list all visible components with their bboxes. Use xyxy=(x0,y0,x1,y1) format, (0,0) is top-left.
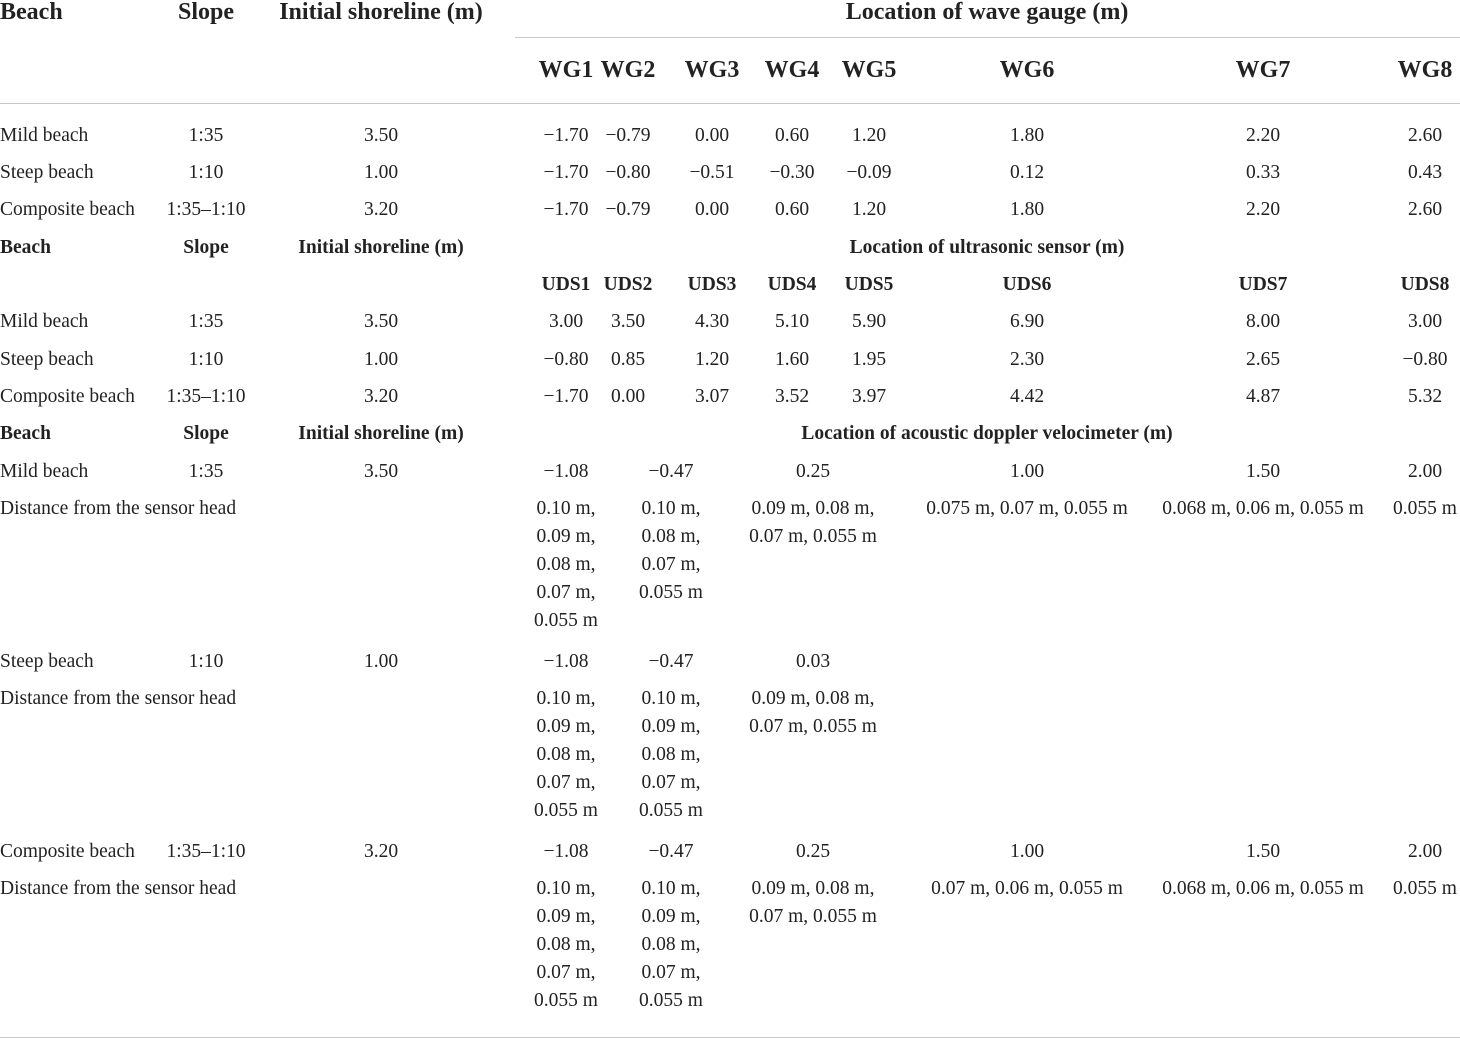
row-shoreline: 3.20 xyxy=(363,841,399,862)
header-slope: Slope xyxy=(177,0,235,25)
header-instrument: UDS3 xyxy=(687,274,737,295)
row-beach: Composite beach xyxy=(0,841,135,862)
table-cell: 0.33 xyxy=(1245,162,1281,183)
table-cell: −0.09 xyxy=(846,162,892,183)
table-cell: 5.32 xyxy=(1407,386,1443,407)
header-instrument: UDS8 xyxy=(1400,274,1450,295)
table-cell: 3.50 xyxy=(610,311,646,332)
adv-location-cell: −0.47 xyxy=(648,461,694,482)
row-beach: Composite beach xyxy=(0,386,135,407)
table-cell: 1.80 xyxy=(1009,199,1045,220)
header-slope: Slope xyxy=(183,237,229,258)
row-shoreline: 1.00 xyxy=(363,651,399,672)
distance-label: Distance from the sensor head xyxy=(0,498,237,519)
table-cell: 0.85 xyxy=(610,349,646,370)
header-ultrasonic-group: Location of ultrasonic sensor (m) xyxy=(849,237,1125,258)
header-instrument: WG8 xyxy=(1397,57,1453,83)
header-slope: Slope xyxy=(183,423,229,444)
header-initial-shoreline: Initial shoreline (m) xyxy=(298,423,464,444)
adv-distance-cell: 0.09 m, 0.08 m, 0.07 m, 0.055 m xyxy=(749,878,877,927)
table-cell: 3.07 xyxy=(694,386,730,407)
table-cell: 0.00 xyxy=(694,125,730,146)
table-cell: 1.20 xyxy=(694,349,730,370)
header-instrument: UDS6 xyxy=(1002,274,1052,295)
adv-distance-cell: 0.075 m, 0.07 m, 0.055 m xyxy=(926,498,1128,519)
adv-location-cell: −0.47 xyxy=(648,841,694,862)
adv-location-cell: −0.47 xyxy=(648,651,694,672)
adv-distance-cell: 0.10 m, 0.09 m, 0.08 m, 0.07 m, 0.055 m xyxy=(534,878,598,1011)
table-cell: 1.95 xyxy=(851,349,887,370)
table-cell: −1.70 xyxy=(543,386,589,407)
header-instrument: UDS2 xyxy=(603,274,653,295)
header-beach: Beach xyxy=(0,423,51,444)
row-beach: Steep beach xyxy=(0,651,94,672)
header-bottom-rule xyxy=(0,103,1460,104)
table-cell: −1.70 xyxy=(543,125,589,146)
table-cell: 2.20 xyxy=(1245,199,1281,220)
adv-distance-cell: 0.10 m, 0.09 m, 0.08 m, 0.07 m, 0.055 m xyxy=(534,498,598,631)
adv-location-cell: 1.50 xyxy=(1245,461,1281,482)
adv-distance-cell: 0.09 m, 0.08 m, 0.07 m, 0.055 m xyxy=(749,498,877,547)
adv-distance-cell: 0.07 m, 0.06 m, 0.055 m xyxy=(931,878,1123,899)
header-underline-group xyxy=(515,37,1460,38)
adv-location-cell: 2.00 xyxy=(1407,841,1443,862)
table-cell: 4.30 xyxy=(694,311,730,332)
adv-location-cell: 1.00 xyxy=(1009,841,1045,862)
table-cell: 0.60 xyxy=(774,199,810,220)
adv-distance-cell: 0.09 m, 0.08 m, 0.07 m, 0.055 m xyxy=(749,688,877,737)
table-bottom-rule xyxy=(0,1037,1460,1038)
table-cell: 8.00 xyxy=(1245,311,1281,332)
row-shoreline: 3.50 xyxy=(363,311,399,332)
table-cell: −1.70 xyxy=(543,162,589,183)
header-wave-gauge-group: Location of wave gauge (m) xyxy=(845,0,1129,25)
table-cell: −0.79 xyxy=(605,199,651,220)
row-slope: 1:35 xyxy=(188,461,224,482)
table-cell: −0.80 xyxy=(1402,349,1448,370)
table-cell: −1.70 xyxy=(543,199,589,220)
adv-distance-cell: 0.055 m xyxy=(1393,878,1457,899)
table-cell: 2.20 xyxy=(1245,125,1281,146)
adv-distance-cell: 0.10 m, 0.09 m, 0.08 m, 0.07 m, 0.055 m xyxy=(639,688,703,821)
table-cell: 3.00 xyxy=(548,311,584,332)
table-cell: 1.60 xyxy=(774,349,810,370)
table-cell: 0.00 xyxy=(610,386,646,407)
distance-label: Distance from the sensor head xyxy=(0,688,237,709)
table-cell: 3.52 xyxy=(774,386,810,407)
distance-label: Distance from the sensor head xyxy=(0,878,237,899)
adv-distance-cell: 0.10 m, 0.09 m, 0.08 m, 0.07 m, 0.055 m xyxy=(534,688,598,821)
table-cell: 0.00 xyxy=(694,199,730,220)
table-cell: −0.30 xyxy=(769,162,815,183)
row-slope: 1:35–1:10 xyxy=(166,386,246,407)
table-cell: −0.80 xyxy=(543,349,589,370)
table-cell: 3.97 xyxy=(851,386,887,407)
row-slope: 1:35–1:10 xyxy=(166,841,246,862)
header-instrument: UDS4 xyxy=(767,274,817,295)
header-instrument: UDS1 xyxy=(541,274,591,295)
adv-location-cell: 2.00 xyxy=(1407,461,1443,482)
row-beach: Mild beach xyxy=(0,125,89,146)
table-cell: 0.12 xyxy=(1009,162,1045,183)
table-cell: 0.60 xyxy=(774,125,810,146)
header-adv-group: Location of acoustic doppler velocimeter (m) xyxy=(801,423,1173,444)
row-slope: 1:35–1:10 xyxy=(166,199,246,220)
header-instrument: WG7 xyxy=(1235,57,1291,83)
header-initial-shoreline: Initial shoreline (m) xyxy=(298,237,464,258)
adv-location-cell: 0.03 xyxy=(795,651,831,672)
row-shoreline: 1.00 xyxy=(363,162,399,183)
adv-distance-cell: 0.068 m, 0.06 m, 0.055 m xyxy=(1162,878,1364,899)
header-initial-shoreline: Initial shoreline (m) xyxy=(279,0,483,25)
header-instrument: WG4 xyxy=(764,57,820,83)
adv-location-cell: −1.08 xyxy=(543,461,589,482)
adv-location-cell: −1.08 xyxy=(543,841,589,862)
table-cell: 5.90 xyxy=(851,311,887,332)
table-cell: 3.00 xyxy=(1407,311,1443,332)
row-shoreline: 3.50 xyxy=(363,125,399,146)
table-cell: 0.43 xyxy=(1407,162,1443,183)
row-shoreline: 3.20 xyxy=(363,386,399,407)
header-instrument: WG6 xyxy=(999,57,1055,83)
header-beach: Beach xyxy=(0,237,51,258)
table-cell: 6.90 xyxy=(1009,311,1045,332)
header-instrument: WG2 xyxy=(600,57,656,83)
row-beach: Mild beach xyxy=(0,461,89,482)
header-instrument: WG3 xyxy=(684,57,740,83)
row-shoreline: 1.00 xyxy=(363,349,399,370)
row-slope: 1:10 xyxy=(188,349,224,370)
header-beach: Beach xyxy=(0,0,63,25)
adv-distance-cell: 0.055 m xyxy=(1393,498,1457,519)
table-cell: −0.79 xyxy=(605,125,651,146)
row-shoreline: 3.20 xyxy=(363,199,399,220)
header-instrument: UDS5 xyxy=(844,274,894,295)
row-shoreline: 3.50 xyxy=(363,461,399,482)
table-cell: 2.30 xyxy=(1009,349,1045,370)
row-beach: Composite beach xyxy=(0,199,135,220)
header-instrument: WG5 xyxy=(841,57,897,83)
table-cell: 4.42 xyxy=(1009,386,1045,407)
row-beach: Mild beach xyxy=(0,311,89,332)
adv-location-cell: 1.50 xyxy=(1245,841,1281,862)
table-cell: 1.80 xyxy=(1009,125,1045,146)
adv-location-cell: 0.25 xyxy=(795,461,831,482)
table-cell: 2.60 xyxy=(1407,125,1443,146)
row-beach: Steep beach xyxy=(0,162,94,183)
table-cell: 2.60 xyxy=(1407,199,1443,220)
table-cell: 1.20 xyxy=(851,125,887,146)
table-cell: 4.87 xyxy=(1245,386,1281,407)
adv-location-cell: 1.00 xyxy=(1009,461,1045,482)
table-cell: 2.65 xyxy=(1245,349,1281,370)
adv-distance-cell: 0.10 m, 0.09 m, 0.08 m, 0.07 m, 0.055 m xyxy=(639,878,703,1011)
adv-location-cell: 0.25 xyxy=(795,841,831,862)
row-slope: 1:35 xyxy=(188,125,224,146)
adv-distance-cell: 0.068 m, 0.06 m, 0.055 m xyxy=(1162,498,1364,519)
adv-distance-cell: 0.10 m, 0.08 m, 0.07 m, 0.055 m xyxy=(639,498,703,603)
row-slope: 1:35 xyxy=(188,311,224,332)
row-slope: 1:10 xyxy=(188,162,224,183)
row-beach: Steep beach xyxy=(0,349,94,370)
table-cell: 5.10 xyxy=(774,311,810,332)
adv-location-cell: −1.08 xyxy=(543,651,589,672)
table-cell: −0.51 xyxy=(689,162,735,183)
table-cell: 1.20 xyxy=(851,199,887,220)
row-slope: 1:10 xyxy=(188,651,224,672)
header-instrument: UDS7 xyxy=(1238,274,1288,295)
table-cell: −0.80 xyxy=(605,162,651,183)
header-instrument: WG1 xyxy=(538,57,594,83)
